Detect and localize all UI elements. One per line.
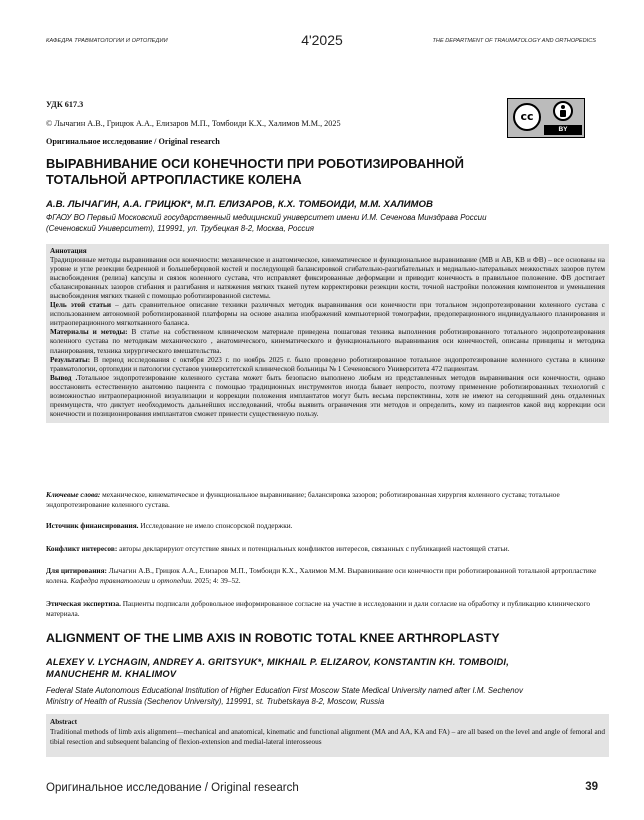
conclusion-text: Тотальное эндопротезирование коленного сустава может быть безопасно выполнено любым из представленных методов выравнивания оси конечности, однако восстановить естественную анатомию пациента с помощью традиционных инструментов иногда бывает непросто, поэтому применение роботизированных технологий с возможностью интраоперационной визуализации и коррекции положения имплантатов могут быть весьма перспективны, хотя не имеют на сегодняшний день отдаленных преимуществ, что диктует необходимость дальнейших исследований, чтобы выявить ограничения эти методов и определить, кому из пациентов какой вид коррекции оси конечности и позиционирования имплантатов сможет принести существенную пользу. <box>50 373 605 418</box>
attribution-person-icon <box>553 101 573 121</box>
affiliation-en <box>46 685 606 707</box>
affiliation-ru-line-2: (Сеченовский Университет), 119991, ул. Трубецкая 8-2, Москва, Россия <box>46 224 314 233</box>
article-type: Оригинальное исследование / Original research <box>46 137 220 146</box>
ethics-label: Этическая экспертиза. <box>46 599 121 608</box>
by-label: BY <box>544 125 582 135</box>
abstract-ru-text: Традиционные методы выравнивания оси конечности: механическое и анатомическое, кинематическое и функциональное выравнивание (МВ и АВ, КВ и ФВ) – все основаны на уровне и угле резекции бедренной и большеберцовой костей и последующей балансировкой сгибательно-разгибательных и медиально-латеральных межкостных зазоров путем высвобождения (релиза) капсулы и связок коленного сустава, что исправляет фиксированные деформации и приводит конечность в правильное положение. ФВ достигает сбалансированных зазоров сгибания и разгибания и натяжения мягких тканей путем корректировки резекции кости, точной настройки положения компонентов и уменьшения высвобождения мягких тканей с помощью роботизированной системы. <box>50 256 605 301</box>
abstract-ru-methods <box>50 328 605 355</box>
keywords-label: Ключевые слова: <box>46 490 101 499</box>
authors-en-line-1: ALEXEY V. LYCHAGIN, ANDREY A. GRITSYUK*, MIKHAIL P. ELIZAROV, KONSTANTIN KH. TOMBOIDI, <box>46 657 509 667</box>
ethics-statement <box>46 599 601 618</box>
citation-ru <box>46 566 601 585</box>
article-title-en: ALIGNMENT OF THE LIMB AXIS IN ROBOTIC TOTAL KNEE ARTHROPLASTY <box>46 631 500 645</box>
conflict-label: Конфликт интересов: <box>46 544 118 553</box>
aim-label: Цель этой статьи <box>50 301 112 310</box>
ethics-text: Пациенты подписали добровольное информированное согласие на участие в исследовании и дали согласие на обработку и публикацию клинического материала. <box>46 599 591 618</box>
affiliation-en-line-1: Federal State Autonomous Educational Institution of Higher Education First Moscow State Medical University named after I.M. Sechenov <box>46 686 523 695</box>
abstract-ru-conclusion <box>50 374 605 419</box>
conclusion-label: Вывод . <box>50 373 78 382</box>
results-text: В период исследования с октября 2023 г. по ноябрь 2025 г. было проведено роботизированное тотальное эндопротезирование коленного сустава в клинике травматологии, ортопедии и патологии суставов университетской клинической больницы № 1 Сеченовского Университета 472 пациентам. <box>50 355 605 373</box>
abstract-ru-aim <box>50 301 605 328</box>
title-ru-line-1: ВЫРАВНИВАНИЕ ОСИ КОНЕЧНОСТИ ПРИ РОБОТИЗИРОВАННОЙ <box>46 156 465 171</box>
abstract-en-box <box>46 714 609 757</box>
page-number: 39 <box>585 781 598 793</box>
abstract-ru-box <box>46 244 609 423</box>
affiliation-ru <box>46 212 606 234</box>
affiliation-en-line-2: Ministry of Health of Russia (Sechenov University), 119991, st. Trubetskaya 8-2, Moscow, Russia <box>46 697 385 706</box>
cite-text: Лычагин А.В., Грицюк А.А., Елизаров М.П., Томбоиди К.Х., Халимов М.М. Выравнивание оси конечности при роботизированной тотальной артропластике колена. <box>46 566 597 585</box>
udk-code: УДК 617.3 <box>46 100 84 109</box>
funding-label: Источник финансирования. <box>46 521 139 530</box>
title-ru-line-2: ТОТАЛЬНОЙ АРТРОПЛАСТИКЕ КОЛЕНА <box>46 171 302 187</box>
funding-statement <box>46 521 601 531</box>
conflict-statement <box>46 544 601 554</box>
results-label: Результаты: <box>50 355 91 364</box>
copyright-line: © Лычагин А.В., Грицюк А.А., Елизаров М.П., Томбоиди К.Х., Халимов М.М., 2025 <box>46 119 341 128</box>
cite-tail: 2025; 4: 39–52. <box>192 575 241 585</box>
abstract-en-text: Traditional methods of limb axis alignment—mechanical and anatomical, kinematic and functional alignment (MA and AA, KA and FA) – are all based on the level and angle of femoral and tibial resection and subsequent balancing of flexion-extension and medial-lateral interosseous <box>50 728 605 746</box>
authors-ru: А.В. ЛЫЧАГИН, А.А. ГРИЦЮК*, М.П. ЕЛИЗАРОВ, К.Х. ТОМБОИДИ, М.М. ХАЛИМОВ <box>46 199 433 210</box>
methods-label: Материалы и методы: <box>50 328 128 337</box>
funding-text: Исследование не имело спонсорской поддержки. <box>138 521 293 530</box>
cite-label: Для цитирования: <box>46 566 107 575</box>
cite-journal: Кафедра травматологии и ортопедии. <box>70 575 193 585</box>
footer-section-label: Оригинальное исследование / Original research <box>46 782 299 794</box>
abstract-en-heading: Abstract <box>50 718 77 726</box>
aim-text: – дать сравнительное описание техники различных методик выравнивания оси конечности при тотальном эндопротезировании коленного сустава с использованием автономной роботизированной платформы на основе анализа изображений компьютерной томографии, предоперационного индивидуального планирования и интраоперационного мягкотканного баланса. <box>50 301 606 328</box>
abstract-ru-results <box>50 356 605 374</box>
keywords-ru <box>46 490 601 509</box>
cc-by-license-badge[interactable] <box>507 98 585 138</box>
conflict-text: авторы декларируют отсутствие явных и потенциальных конфликтов интересов, связанных с публикацией настоящей статьи. <box>117 544 510 553</box>
abstract-ru-heading: Аннотация <box>50 247 87 255</box>
methods-text: В статье на собственном клиническом материале приведена пошаговая техника выполнения роботизированного тотального эндопротезирования коленного сустава по методикам механического , анатомического, кинематического и функционального выравнивания оси конечностей, описаны принципы и методика планирования, техника хирургического вмешательства. <box>50 328 605 355</box>
article-title-ru <box>46 156 606 187</box>
running-header-left: КАФЕДРА ТРАВМАТОЛОГИИ И ОРТОПЕДИИ <box>46 38 168 44</box>
running-header-right: THE DEPARTMENT OF TRAUMATOLOGY AND ORTHOPEDICS <box>432 38 596 44</box>
authors-en <box>46 656 606 681</box>
keywords-text: механическое, кинематическое и функциональное выравнивание; балансировка зазоров; роботизированная хирургия коленного сустава; тотальное эндопротезирование коленного сустава. <box>46 490 560 509</box>
authors-en-line-2: MANUCHEHR M. KHALIMOV <box>46 669 177 680</box>
cc-icon: cc <box>513 103 541 131</box>
issue-number: 4'2025 <box>301 32 343 48</box>
affiliation-ru-line-1: ФГАОУ ВО Первый Московский государственный медицинский университет имени И.М. Сеченова Минздрава России <box>46 213 487 222</box>
